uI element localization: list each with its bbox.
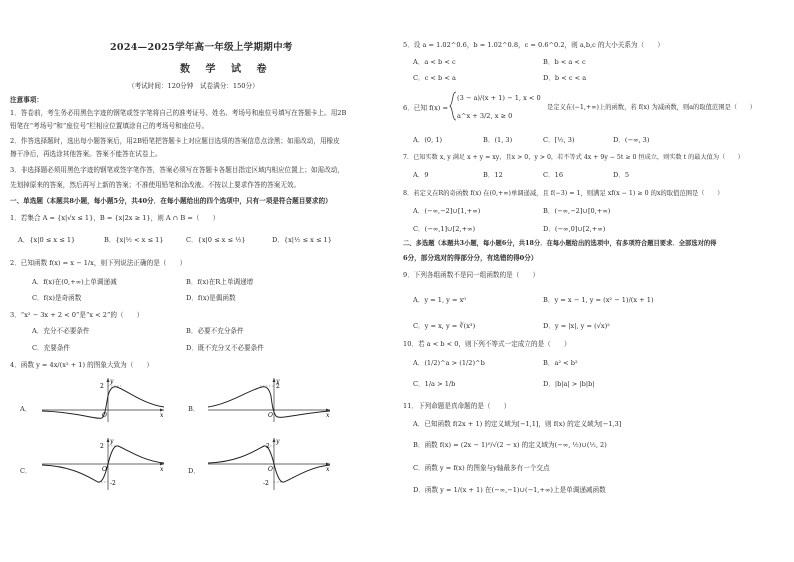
q4-graph-c	[38, 436, 168, 492]
q2-option-c: C．f(x)是奇函数	[32, 294, 82, 302]
q2-option-a: A．f(x)在(0,+∞)上单调递减	[32, 278, 117, 286]
q7-option-d: D．5	[613, 171, 630, 179]
q5-option-d: D．b < c < a	[543, 74, 587, 82]
q1-option-c: C．{x|0 ≤ x ≤ ½}	[186, 236, 246, 244]
q11-option-d: D．函数 y = 1/(x + 1) 在(−∞,−1)∪(−1,+∞)上是单调递减函数	[413, 486, 606, 494]
q6-stem-prefix: 6．已知 f(x) =	[403, 104, 448, 112]
svg-text:x: x	[160, 412, 164, 419]
svg-text:-2: -2	[263, 480, 269, 487]
q4-option-b: B．	[188, 405, 200, 413]
q9-stem: 9．下列各组函数不是同一组函数的是（ ）	[403, 271, 540, 279]
q6-piece-2: a^x + 3/2, x ≥ 0	[457, 112, 513, 120]
q4-option-d: D．	[188, 467, 200, 475]
note-3a: 3．非选择题必须用黑色字迹的钢笔或签字笔作答，答案必须写在答题卡各题目指定区域内相应位置上；如需改动，	[10, 166, 344, 174]
q6-option-b: B．(1, 3)	[483, 136, 513, 144]
svg-text:O: O	[268, 466, 273, 473]
q2-option-d: D．f(x)是偶函数	[186, 294, 236, 302]
note-2b: 擦干净后，再选涂其他答案。答案不能答在试卷上。	[10, 150, 162, 158]
q6-option-a: A．(0, 1)	[413, 136, 443, 144]
q10-stem: 10．若 a < b < 0，则下列不等式一定成立的是（ ）	[403, 340, 571, 348]
q6-option-c: C．[½, 3)	[543, 136, 575, 144]
q8-option-a: A．(−∞,−2]∪[1,+∞)	[413, 207, 481, 215]
q3-option-a: A．充分不必要条件	[32, 327, 90, 335]
svg-text:O: O	[268, 412, 273, 419]
section2-heading-a: 二、多选题（本题共3小题，每小题6分，共18分．在每小题给出的选项中，有多项符合题目要求．全部选对的得	[403, 240, 717, 247]
q3-option-d: D．既不充分又不必要条件	[186, 344, 264, 352]
q7-option-b: B．12	[483, 171, 503, 179]
exam-title: 2024—2025学年高一年级上学期期中考	[110, 42, 293, 53]
q1-option-a: A．{x|0 ≤ x ≤ 1}	[18, 236, 76, 244]
q2-stem: 2．已知函数 f(x) = x − 1/x，则下列说法正确的是（ ）	[10, 259, 187, 267]
q5-option-a: A．a < b < c	[413, 58, 456, 66]
q5-option-b: B．b < a < c	[543, 58, 586, 66]
q11-option-b: B．函数 f(x) = (2x − 1)⁰/√(2 − x) 的定义域为(−∞, ½)∪(½, 2)	[413, 441, 607, 449]
svg-text:y: y	[276, 438, 280, 445]
svg-text:O: O	[102, 412, 107, 419]
q7-option-c: C．16	[543, 171, 564, 179]
q6-piece-1: (3 − a)/(x + 1) − 1, x < 0	[457, 94, 541, 102]
q10-option-c: C．1/a > 1/b	[413, 380, 456, 388]
q3-option-b: B．必要不充分条件	[186, 327, 244, 335]
q8-stem: 8．若定义在R的奇函数 f(x) 在(0,+∞)单调递减，且 f(−3) = 1，则满足 xf(x − 1) ≥ 0 的x的取值范围是（ ）	[403, 190, 724, 197]
left-column	[0, 0, 390, 562]
q3-stem: 3．“x² − 3x + 2 < 0”是“x < 2”的（ ）	[10, 311, 144, 319]
q11-option-c: C．函数 y = f(x) 的图象与y轴最多有一个交点	[413, 464, 550, 472]
q11-stem: 11．下列命题是真命题的是（ ）	[403, 402, 511, 410]
q8-option-c: C．(−∞,1]∪[2,+∞)	[413, 225, 476, 233]
notes-heading: 注意事项：	[10, 96, 43, 104]
exam-subtitle: 数 学 试 卷	[180, 64, 273, 75]
q6-brace	[449, 91, 457, 121]
q9-option-d: D．y = |x|, y = (√x)²	[543, 322, 610, 330]
q9-option-c: C．y = x, y = ∛(x³)	[413, 322, 476, 330]
q8-option-d: D．(−∞,0]∪[2,+∞)	[543, 225, 606, 233]
q4-graph-a	[38, 376, 168, 424]
right-column	[397, 0, 787, 562]
svg-text:x: x	[160, 466, 164, 473]
q9-option-b: B．y = x − 1, y = (x² − 1)/(x + 1)	[543, 296, 654, 304]
section2-heading-b: 6分，部分选对的得部分分，有选错的得0分）	[403, 254, 538, 262]
q11-option-a: A．已知函数 f(2x + 1) 的定义域为[−1,1]，则 f(x) 的定义域为[−1,3]	[413, 420, 622, 428]
q7-option-a: A．9	[413, 171, 429, 179]
q6-option-d: D．(−∞, 3)	[613, 136, 650, 144]
q5-option-c: C．c < b < a	[413, 74, 456, 82]
svg-text:y: y	[276, 378, 280, 385]
note-1b: 铅笔在“考场号”和“座位号”栏相应位置填涂自己的考场号和座位号。	[10, 122, 209, 130]
svg-text:-2: -2	[110, 480, 116, 487]
note-1a: 1．答卷前，考生务必用黑色字迹的钢笔或签字笔将自己的准考证号、姓名、考场号和座位号填写在答题卡上。用2B	[10, 109, 347, 117]
note-2a: 2．作答选择题时，选出每小题答案后，用2B铅笔把答题卡上对应题目选项的答案信息点涂黑；如需改动，用橡皮	[10, 137, 340, 145]
svg-text:y: y	[110, 378, 114, 385]
note-3b: 先划掉原来的答案，然后再写上新的答案；不准使用铅笔和涂改液。不按以上要求作答的答案无效。	[10, 181, 301, 189]
svg-text:x: x	[326, 466, 330, 473]
q2-option-b: B．f(x)在R上单调递增	[186, 278, 254, 286]
exam-info: （考试时间：120分钟 试卷满分：150分）	[128, 82, 259, 90]
svg-text:2: 2	[100, 443, 104, 450]
svg-text:x: x	[326, 412, 330, 419]
q1-stem: 1．若集合 A = {x|√x ≤ 1}，B = {x|2x ≥ 1}，则 A ∩ B =（ ）	[10, 214, 220, 222]
q1-option-b: B．{x|½ < x ≤ 1}	[104, 236, 164, 244]
svg-text:2: 2	[100, 383, 104, 390]
svg-text:2: 2	[266, 443, 270, 450]
svg-text:2: 2	[276, 383, 280, 390]
q5-stem: 5．设 a = 1.02^0.6，b = 1.02^0.8，c = 0.6^0.2，则 a,b,c 的大小关系为（ ）	[403, 41, 664, 49]
q10-option-a: A．(1/2)^a > (1/2)^b	[413, 359, 485, 367]
q6-stem-suffix: 是定义在(−1,+∞)上的函数，若 f(x) 为减函数，则a的取值范围是（ ）	[547, 104, 756, 111]
q8-option-b: B．(−∞,−2]∪[0,+∞)	[543, 207, 611, 215]
q10-option-b: B．a² < b²	[543, 359, 578, 367]
section1-heading: 一、单选题（本题共8小题，每小题5分，共40分．在每小题给出的四个选项中，只有一项是符合题目要求的）	[10, 197, 332, 205]
q10-option-d: D．|b|a| > |b|b|	[543, 380, 595, 388]
q4-option-c: C．	[20, 467, 32, 475]
q1-option-d: D．{x|½ ≤ x ≤ 1}	[272, 236, 332, 244]
q7-stem: 7．已知实数 x, y 满足 x + y = xy，且x > 0，y > 0，若不等式 4x + 9y − 5t ≥ 0 恒成立，则实数 t 的最大值为（ ）	[403, 154, 744, 161]
q9-option-a: A．y = 1, y = x⁰	[413, 296, 466, 304]
q4-option-a: A．	[20, 405, 32, 413]
q4-graph-b	[204, 376, 334, 424]
q4-graph-d	[204, 436, 334, 492]
q3-option-c: C．充要条件	[32, 344, 71, 352]
q4-stem: 4．函数 y = 4x/(x² + 1) 的图象大致为（ ）	[10, 361, 154, 369]
svg-text:O: O	[102, 466, 107, 473]
svg-text:y: y	[110, 438, 114, 445]
